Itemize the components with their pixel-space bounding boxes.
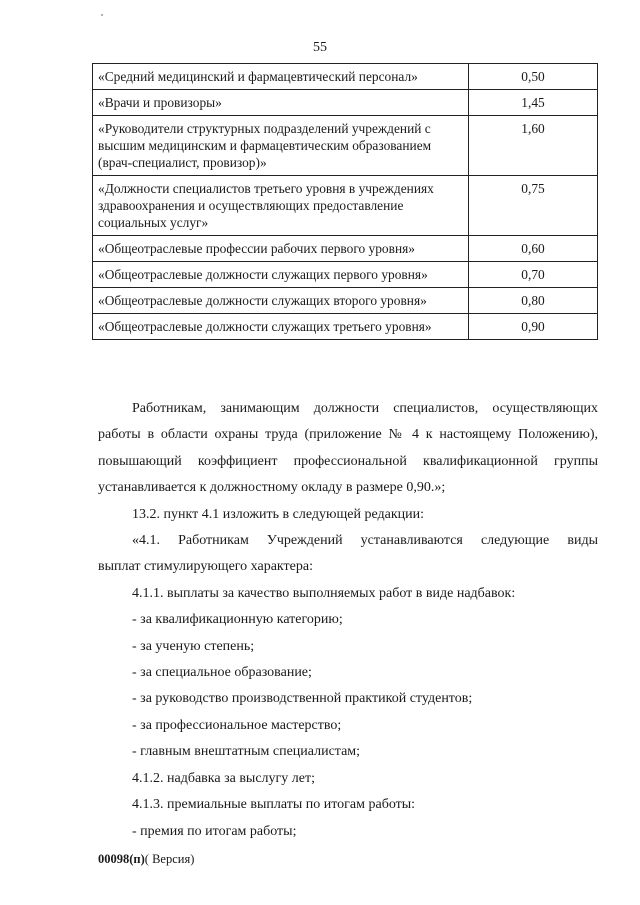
- paragraph-line: Работникам, занимающим должности специалистов, осуществляющих: [132, 401, 598, 416]
- list-item: - за ученую степень;: [132, 638, 255, 654]
- document-body: [98, 396, 598, 845]
- document-footer: [98, 852, 194, 867]
- list-item: - главным внештатным специалистам;: [132, 744, 361, 760]
- position-group-cell: «Врачи и провизоры»: [93, 90, 469, 116]
- coefficient-cell: 0,90: [469, 314, 598, 340]
- list-item: - за профессиональное мастерство;: [132, 717, 342, 733]
- paragraph-line: повышающий коэффициент профессиональной квалификационной группы: [98, 453, 598, 469]
- bonus-list: [98, 819, 598, 845]
- position-group-cell: «Средний медицинский и фармацевтический персонал»: [93, 64, 469, 90]
- paragraph-line: 13.2. пункт 4.1 изложить в следующей редакции:: [132, 506, 424, 522]
- coefficient-cell: 0,80: [469, 288, 598, 314]
- list-item: - за руководство производственной практикой студентов;: [132, 691, 473, 707]
- coefficient-table: [92, 63, 598, 340]
- allowance-list: [98, 607, 598, 765]
- paragraph-line: работы в области охраны труда (приложение № 4 к настоящему Положению),: [98, 427, 598, 443]
- page-number: 55: [313, 40, 327, 55]
- position-group-cell: «Общеотраслевые должности служащих первого уровня»: [93, 262, 469, 288]
- paragraph-line: 4.1.1. выплаты за качество выполняемых работ в виде надбавок:: [132, 585, 516, 601]
- scan-speck: [101, 14, 103, 16]
- coefficient-cell: 0,60: [469, 236, 598, 262]
- coefficient-cell: 1,45: [469, 90, 598, 116]
- paragraph-line: 4.1.3. премиальные выплаты по итогам работы:: [132, 797, 416, 813]
- table-row: [93, 116, 598, 176]
- table-row: [93, 64, 598, 90]
- paragraph-line: 4.1.2. надбавка за выслугу лет;: [132, 770, 315, 786]
- table-row: [93, 90, 598, 116]
- table-row: [93, 288, 598, 314]
- position-group-cell: «Общеотраслевые должности служащих второго уровня»: [93, 288, 469, 314]
- list-item: - премия по итогам работы;: [132, 823, 297, 839]
- coefficient-cell: 0,75: [469, 176, 598, 236]
- document-code: 00098(п): [98, 852, 145, 866]
- table-row: [93, 176, 598, 236]
- position-group-cell: «Должности специалистов третьего уровня в учреждениях здравоохранения и осуществляющих предоставление социальных услуг»: [93, 176, 469, 236]
- table-row: [93, 236, 598, 262]
- paragraph-line: устанавливается к должностному окладу в размере 0,90.»;: [98, 480, 446, 496]
- coefficient-cell: 0,70: [469, 262, 598, 288]
- coefficient-cell: 1,60: [469, 116, 598, 176]
- list-item: - за квалификационную категорию;: [132, 612, 343, 628]
- position-group-cell: «Общеотраслевые должности служащих третьего уровня»: [93, 314, 469, 340]
- position-group-cell: «Общеотраслевые профессии рабочих первого уровня»: [93, 236, 469, 262]
- paragraph-line: выплат стимулирующего характера:: [98, 559, 313, 575]
- position-group-cell: «Руководители структурных подразделений учреждений с высшим медицинским и фармацевтическим образованием (врач-специалист, провизор)»: [93, 116, 469, 176]
- table-row: [93, 262, 598, 288]
- coefficient-cell: 0,50: [469, 64, 598, 90]
- list-item: - за специальное образование;: [132, 665, 312, 681]
- document-version: ( Версия): [144, 852, 195, 866]
- paragraph-line: «4.1. Работникам Учреждений устанавливаются следующие виды: [132, 533, 598, 549]
- table-row: [93, 314, 598, 340]
